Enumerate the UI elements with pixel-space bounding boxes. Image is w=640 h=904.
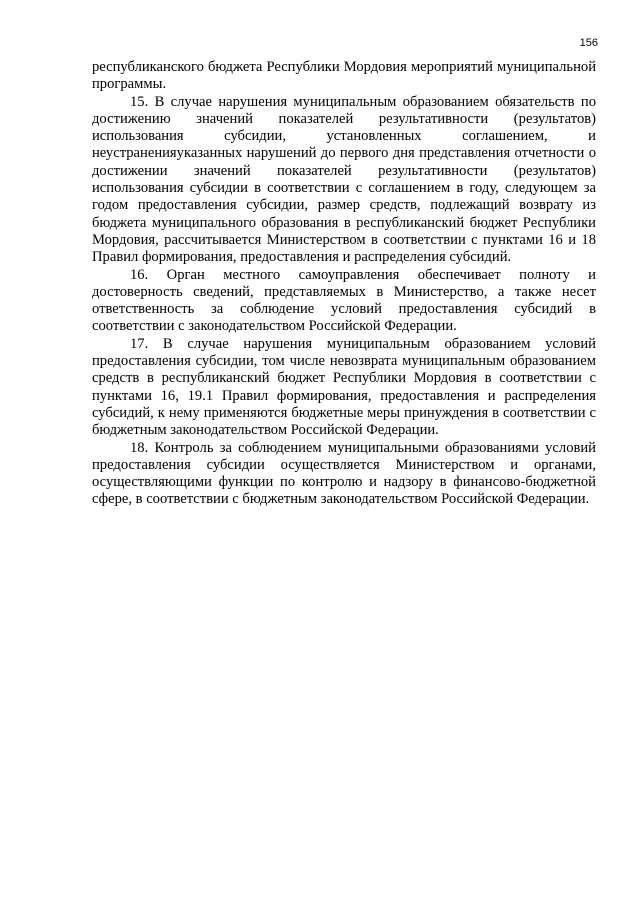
paragraph-continuation: республиканского бюджета Республики Мордовия мероприятий муниципальной программы. bbox=[92, 59, 596, 93]
paragraph-item-17: 17. В случае нарушения муниципальным образованием условий предоставления субсидии, том числе невозврата муниципальным образованием средств в республиканский бюджет Республики Мордовия в соответствии с пунктами 16, 19.1 Правил формирования, предоставления и распределения субсидий, к нему применяются бюджетные меры принуждения в соответствии с бюджетным законодательством Российской Федерации. bbox=[92, 335, 596, 439]
paragraph-item-15: 15. В случае нарушения муниципальным образованием обязательств по достижению значений показателей результативности (результатов) использования субсидии, установленных соглашением, и неустраненияуказанных нарушений до первого дня представления отчетности о достижении значений показателей результативности (результатов) использования субсидии в соответствии с соглашением в году, следующем за годом предоставления субсидии, размер средств, подлежащий возврату из бюджета муниципального образования в республиканский бюджет Республики Мордовия, рассчитывается Министерством в соответствии с пунктами 16 и 18 Правил формирования, предоставления и распределения субсидий. bbox=[92, 93, 596, 266]
document-body bbox=[92, 59, 596, 509]
page-number: 156 bbox=[579, 37, 598, 49]
paragraph-item-16: 16. Орган местного самоуправления обеспечивает полноту и достоверность сведений, представляемых в Министерство, а также несет ответственность за соблюдение условий предоставления субсидий в соответствии с законодательством Российской Федерации. bbox=[92, 266, 596, 335]
paragraph-item-18: 18. Контроль за соблюдением муниципальными образованиями условий предоставления субсидии осуществляется Министерством и органами, осуществляющими функции по контролю и надзору в финансово-бюджетной сфере, в соответствии с бюджетным законодательством Российской Федерации. bbox=[92, 439, 596, 508]
